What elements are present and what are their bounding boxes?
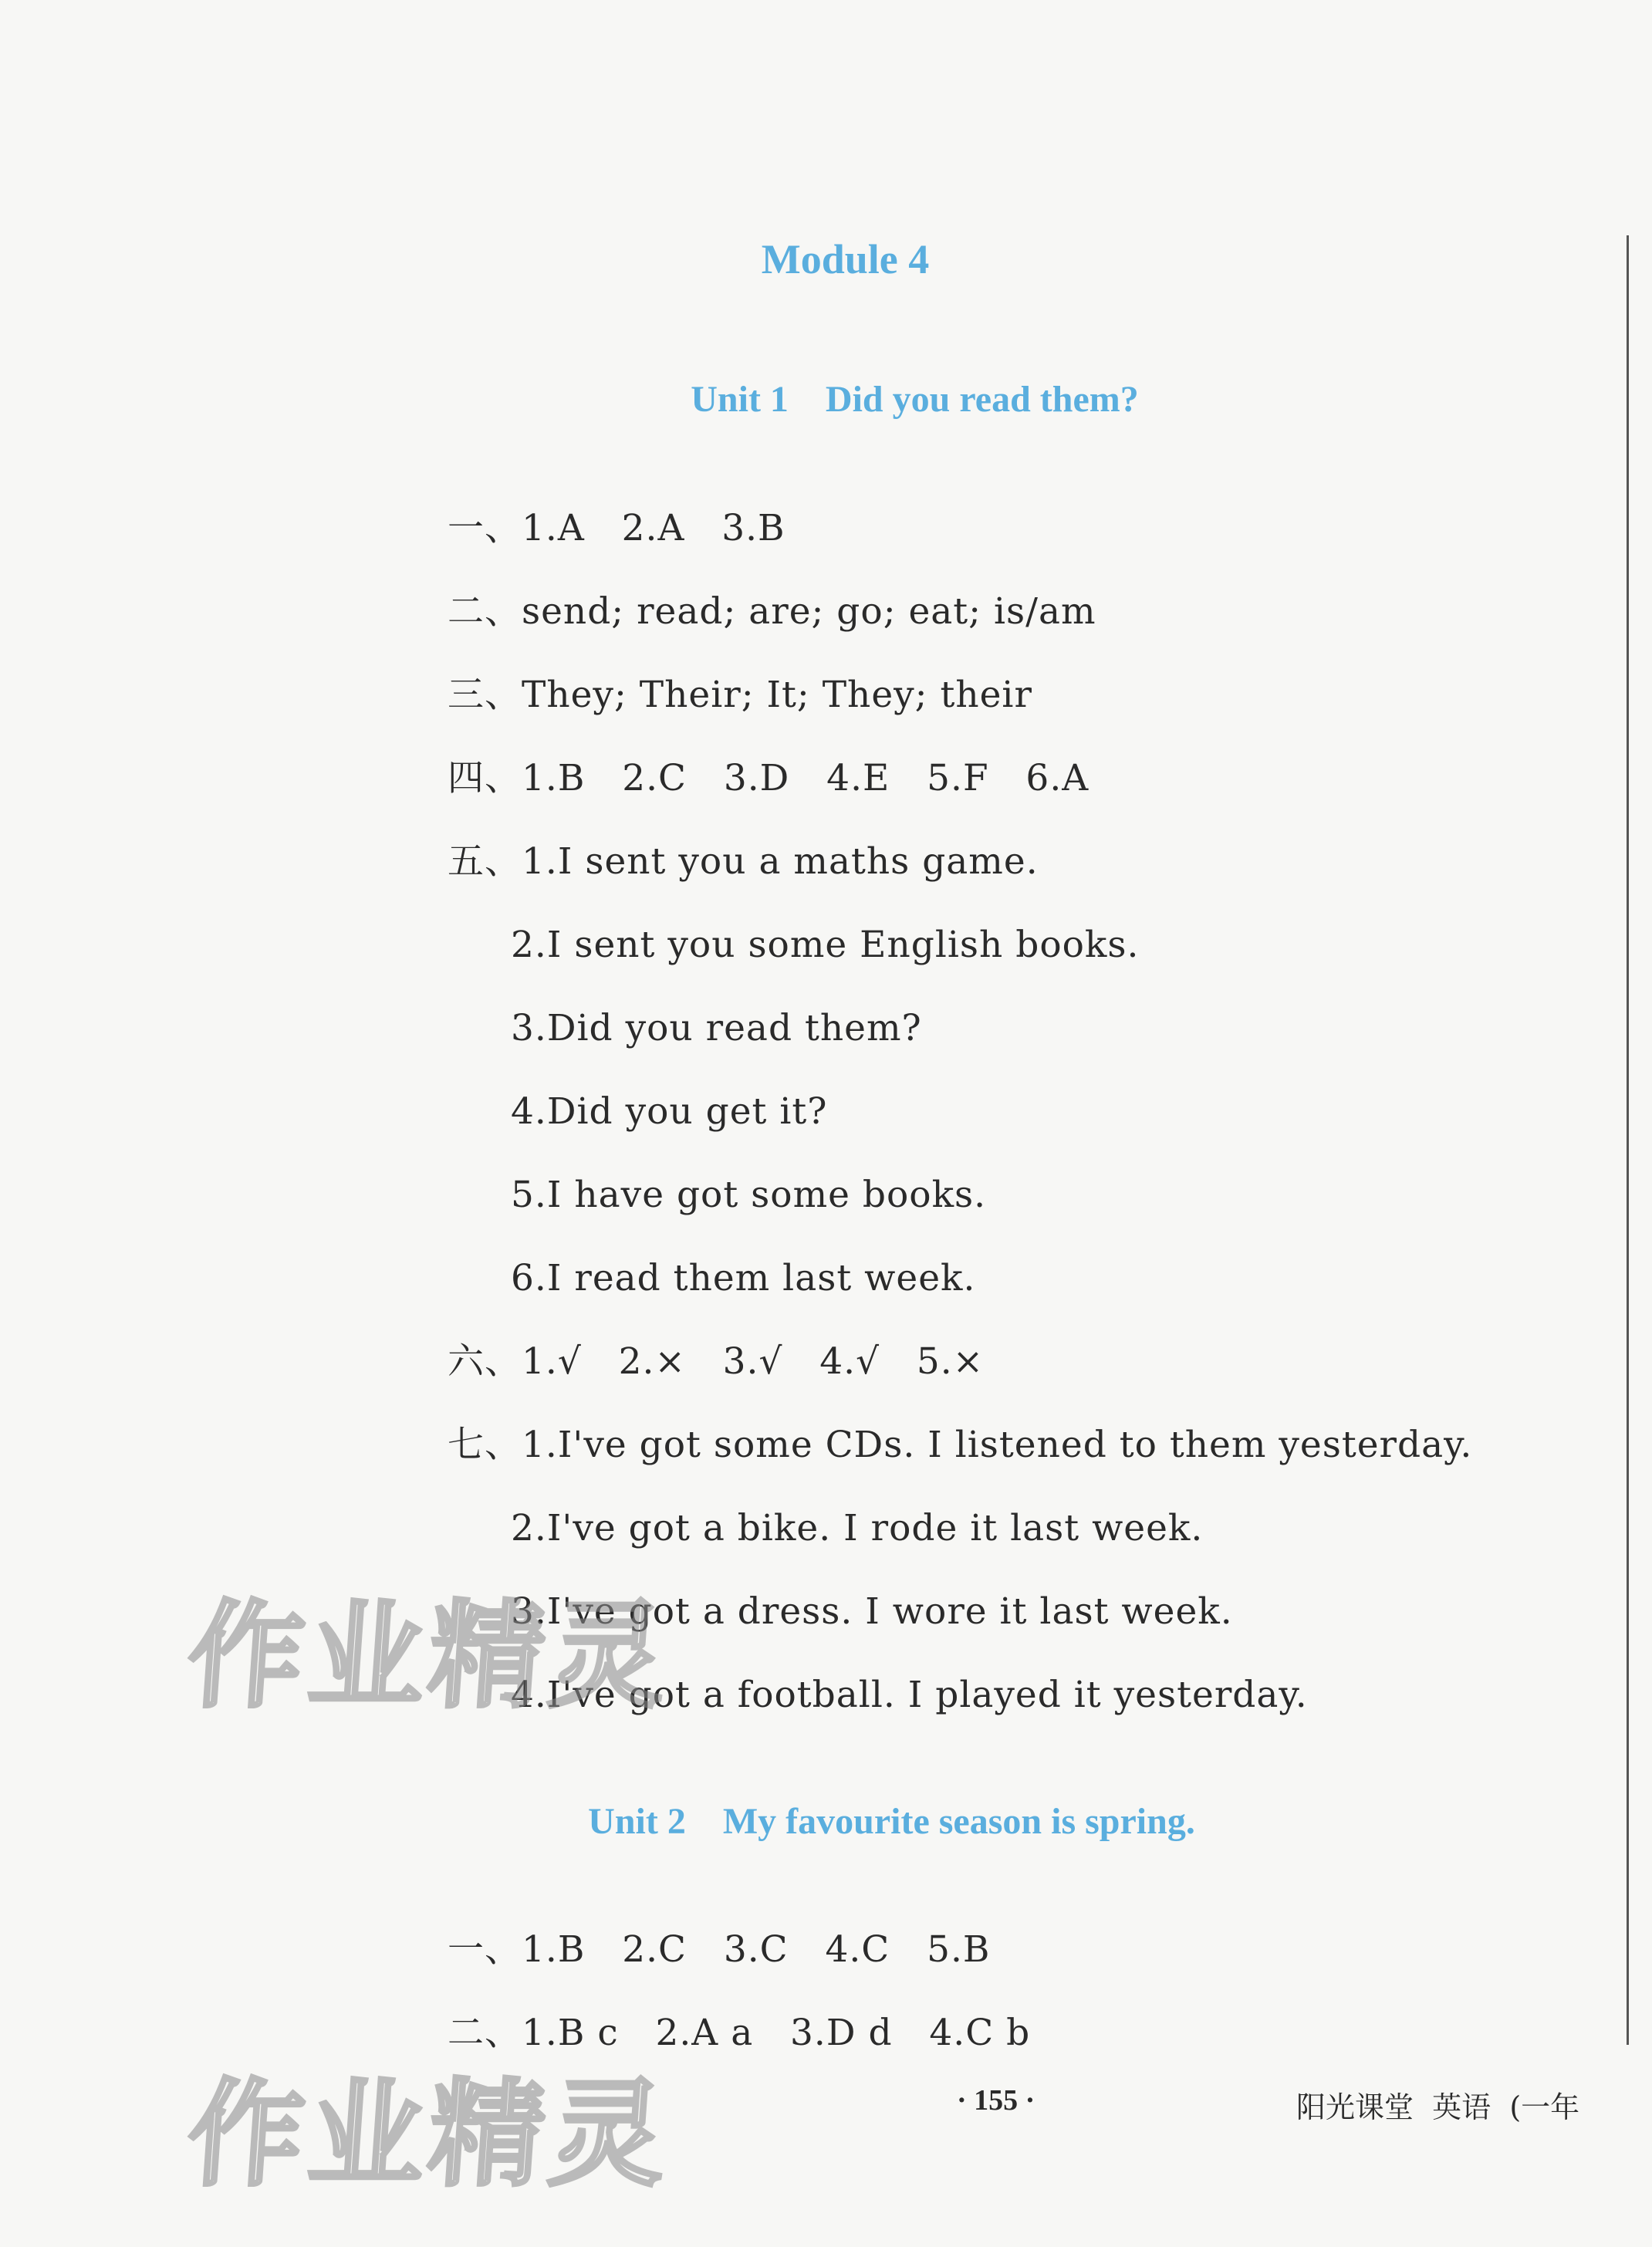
page-number: · 155 · bbox=[957, 2084, 1035, 2117]
answer-line: 七、1.I've got some CDs. I listened to them yesterday. bbox=[448, 1424, 1473, 1466]
answer-line: 一、1.A 2.A 3.B bbox=[448, 507, 785, 549]
answer-line: 4.Did you get it? bbox=[511, 1090, 828, 1133]
watermark: 作业精灵 bbox=[183, 2068, 675, 2202]
answer-line: 二、send; read; are; go; eat; is/am bbox=[448, 590, 1096, 633]
answer-line: 2.I've got a bike. I rode it last week. bbox=[511, 1507, 1204, 1549]
answer-line: 六、1.√ 2.× 3.√ 4.√ 5.× bbox=[448, 1340, 985, 1383]
unit-1-title: Unit 1 Did you read them? bbox=[691, 379, 1139, 420]
module-title: Module 4 bbox=[761, 236, 930, 282]
unit-2-title: Unit 2 My favourite season is spring. bbox=[588, 1801, 1195, 1842]
answer-line: 三、They; Their; It; They; their bbox=[448, 674, 1032, 716]
answer-line: 5.I have got some books. bbox=[511, 1174, 987, 1216]
answer-line: 3.Did you read them? bbox=[511, 1007, 922, 1049]
answer-line: 6.I read them last week. bbox=[511, 1257, 976, 1299]
watermark: 作业精灵 bbox=[183, 1590, 675, 1724]
answer-line: 一、1.B 2.C 3.C 4.C 5.B bbox=[448, 1928, 991, 1971]
answer-line: 二、1.B c 2.A a 3.D d 4.C b bbox=[448, 2012, 1031, 2054]
answer-line: 四、1.B 2.C 3.D 4.E 5.F 6.A bbox=[448, 757, 1090, 799]
answer-line: 2.I sent you some English books. bbox=[511, 924, 1140, 966]
answer-line: 4.I've got a football. I played it yesterday. bbox=[511, 1674, 1308, 1716]
answer-line: 五、1.I sent you a maths game. bbox=[448, 840, 1039, 883]
book-title: 阳光课堂 英语 (一年 bbox=[1296, 2090, 1580, 2124]
right-margin-rule bbox=[1627, 235, 1629, 2045]
answer-line: 3.I've got a dress. I wore it last week. bbox=[511, 1590, 1233, 1633]
